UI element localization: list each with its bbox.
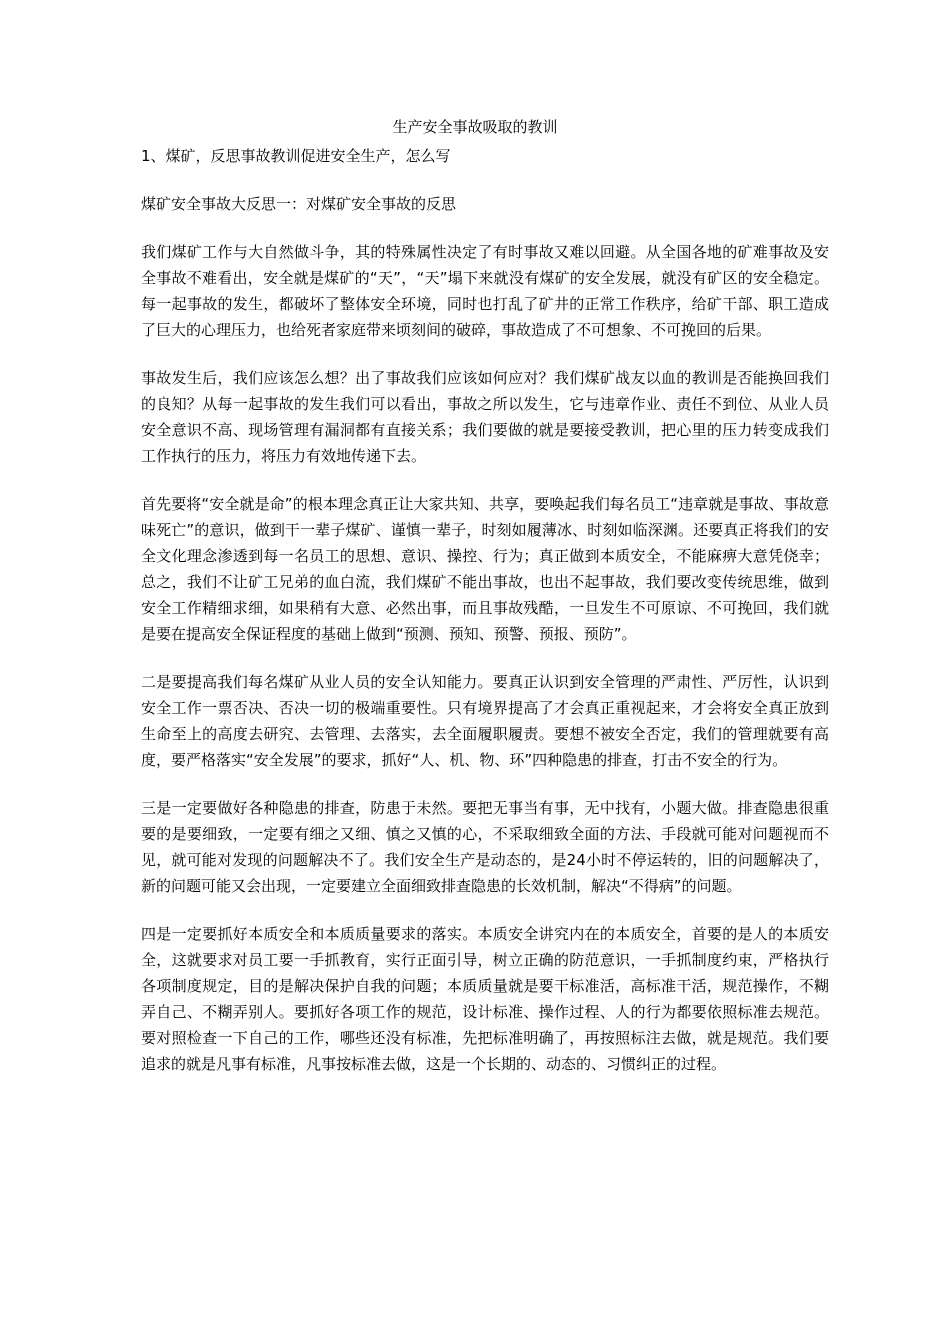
document-body <box>141 143 829 1099</box>
section-heading: 1、煤矿，反思事故教训促进安全生产，怎么写 <box>141 147 451 165</box>
paragraph-intro: 我们煤矿工作与大自然做斗争，其的特殊属性决定了有时事故又难以回避。从全国各地的矿难事故及安全事故不难看出，安全就是煤矿的“天”，“天”塌下来就没有煤矿的安全发展，就没有矿区的安全稳定。每一起事故的发生，都破坏了整体安全环境，同时也打乱了矿井的正常工作秩序，给矿干部、职工造成了巨大的心理压力，也给死者家庭带来顷刻间的破碎，事故造成了不可想象、不可挽回的后果。 <box>141 243 829 339</box>
paragraph-aftermath: 事故发生后，我们应该怎么想？出了事故我们应该如何应对？我们煤矿战友以血的教训是否能换回我们的良知？从每一起事故的发生我们可以看出，事故之所以发生，它与违章作业、责任不到位、从业人员安全意识不高、现场管理有漏洞都有直接关系；我们要做的就是要接受教训，把心里的压力转变成我们工作执行的压力，将压力有效地传递下去。 <box>141 369 829 465</box>
paragraph-point-first: 首先要将“安全就是命”的根本理念真正让大家共知、共享，要唤起我们每名员工“违章就是事故、事故意味死亡”的意识，做到干一辈子煤矿、谨慎一辈子，时刻如履薄冰、时刻如临深渊。还要真正将我们的安全文化理念渗透到每一名员工的思想、意识、操控、行为；真正做到本质安全，不能麻痹大意凭侥幸；总之，我们不让矿工兄弟的血白流，我们煤矿不能出事故，也出不起事故，我们要改变传统思维，做到安全工作精细求细，如果稍有大意、必然出事，而且事故残酷，一旦发生不可原谅、不可挽回，我们就是要在提高安全保证程度的基础上做到“预测、预知、预警、预报、预防”。 <box>141 495 829 643</box>
paragraph-point-second: 二是要提高我们每名煤矿从业人员的安全认知能力。要真正认识到安全管理的严肃性、严厉性，认识到安全工作一票否决、否决一切的极端重要性。只有境界提高了才会真正重视起来，才会将安全真正放到生命至上的高度去研究、去管理、去落实，去全面履职履责。要想不被安全否定，我们的管理就要有高度，要严格落实“安全发展”的要求，抓好“人、机、物、环”四种隐患的排查，打击不安全的行为。 <box>141 673 829 769</box>
paragraph-point-third: 三是一定要做好各种隐患的排查，防患于未然。要把无事当有事，无中找有，小题大做。排查隐患很重要的是要细致，一定要有细之又细、慎之又慎的心，不采取细致全面的方法、手段就可能对问题视而不见，就可能对发现的问题解决不了。我们安全生产是动态的，是24小时不停运转的，旧的问题解决了，新的问题可能又会出现，一定要建立全面细致排查隐患的长效机制，解决“不得病”的问题。 <box>141 799 829 895</box>
paragraph-point-fourth: 四是一定要抓好本质安全和本质质量要求的落实。本质安全讲究内在的本质安全，首要的是人的本质安全，这就要求对员工要一手抓教育，实行正面引导，树立正确的防范意识，一手抓制度约束，严格执行各项制度规定，目的是解决保护自我的问题；本质质量就是要干标准活，高标准干活，规范操作，不糊弄自己、不糊弄别人。要抓好各项工作的规范，设计标准、操作过程、人的行为都要依照标准去规范。要对照检查一下自己的工作，哪些还没有标准，先把标准明确了，再按照标注去做，就是规范。我们要追求的就是凡事有标准，凡事按标准去做，这是一个长期的、动态的、习惯纠正的过程。 <box>141 925 829 1073</box>
document-title: 生产安全事故吸取的教训 <box>392 118 558 136</box>
section-subheading: 煤矿安全事故大反思一：对煤矿安全事故的反思 <box>141 195 457 213</box>
